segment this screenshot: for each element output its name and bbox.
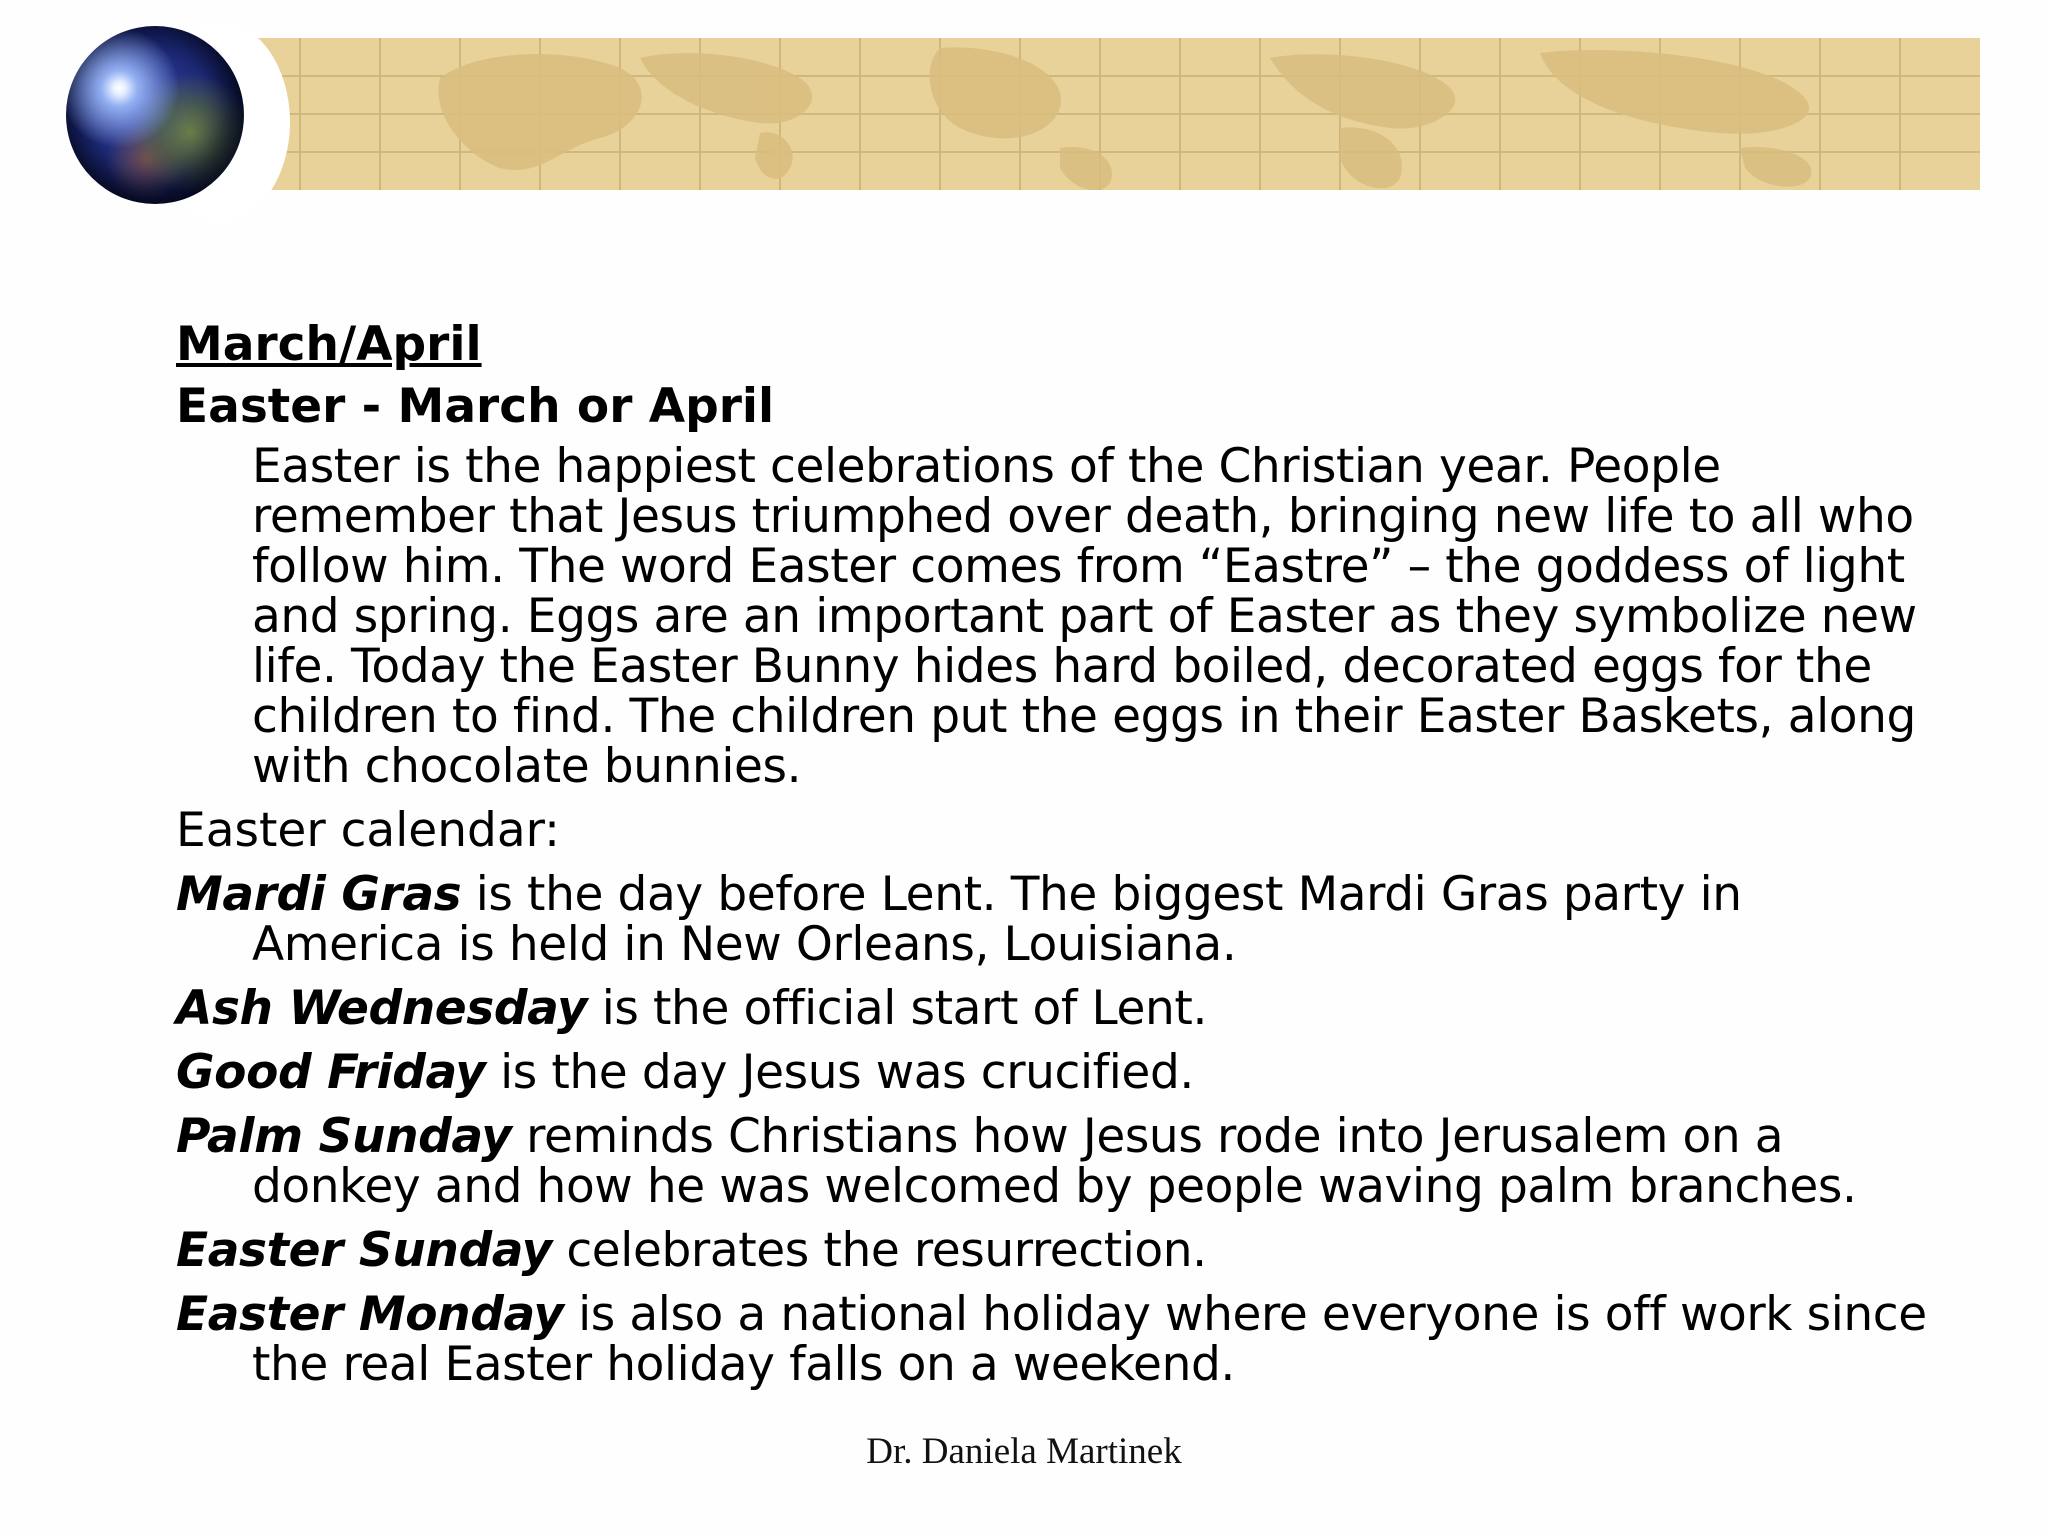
calendar-term: Palm Sunday bbox=[176, 1109, 512, 1164]
easter-heading: Easter - March or April bbox=[176, 379, 775, 434]
calendar-term: Easter Sunday bbox=[176, 1223, 552, 1278]
calendar-text: reminds Christians how Jesus rode into Jerusalem on a donkey and how he was welcomed by people waving palm branches. bbox=[252, 1109, 1857, 1214]
calendar-item-good-friday bbox=[176, 1045, 1936, 1100]
calendar-label: Easter calendar: bbox=[176, 803, 560, 858]
slide-content bbox=[176, 317, 1936, 1404]
world-map-banner bbox=[240, 38, 1980, 190]
calendar-text: is also a national holiday where everyone is off work since the real Easter holiday falls on a weekend. bbox=[252, 1287, 1927, 1392]
calendar-term: Ash Wednesday bbox=[176, 981, 588, 1036]
calendar-text: is the day Jesus was crucified. bbox=[485, 1045, 1194, 1100]
calendar-item-ash-wednesday bbox=[176, 981, 1936, 1036]
calendar-text: is the day before Lent. The biggest Mardi Gras party in America is held in New Orleans, Louisiana. bbox=[252, 867, 1742, 972]
calendar-term: Good Friday bbox=[176, 1045, 486, 1100]
calendar-term: Easter Monday bbox=[176, 1287, 564, 1342]
map-grid-icon bbox=[240, 38, 1980, 190]
calendar-item-mardi-gras bbox=[176, 867, 1936, 972]
calendar-term: Mardi Gras bbox=[176, 867, 462, 922]
footer-author: Dr. Daniela Martinek bbox=[866, 1431, 1182, 1472]
easter-description: Easter is the happiest celebrations of the Christian year. People remember that Jesus triumphed over death, bringing new life to all who follow him. The word Easter comes from “Eastre” – the goddess of light and spring. Eggs are an important part of Easter as they symbolize new life. Today the Easter Bunny hides hard boiled, decorated eggs for the children to find. The children put the eggs in their Easter Baskets, along with chocolate bunnies. bbox=[252, 439, 1917, 794]
calendar-item-palm-sunday bbox=[176, 1109, 1936, 1214]
calendar-item-easter-monday bbox=[176, 1287, 1936, 1392]
globe-icon bbox=[66, 26, 244, 204]
calendar-item-easter-sunday bbox=[176, 1223, 1936, 1278]
calendar-text: celebrates the resurrection. bbox=[551, 1223, 1207, 1278]
calendar-text: is the official start of Lent. bbox=[587, 981, 1207, 1036]
section-heading: March/April bbox=[176, 317, 482, 372]
